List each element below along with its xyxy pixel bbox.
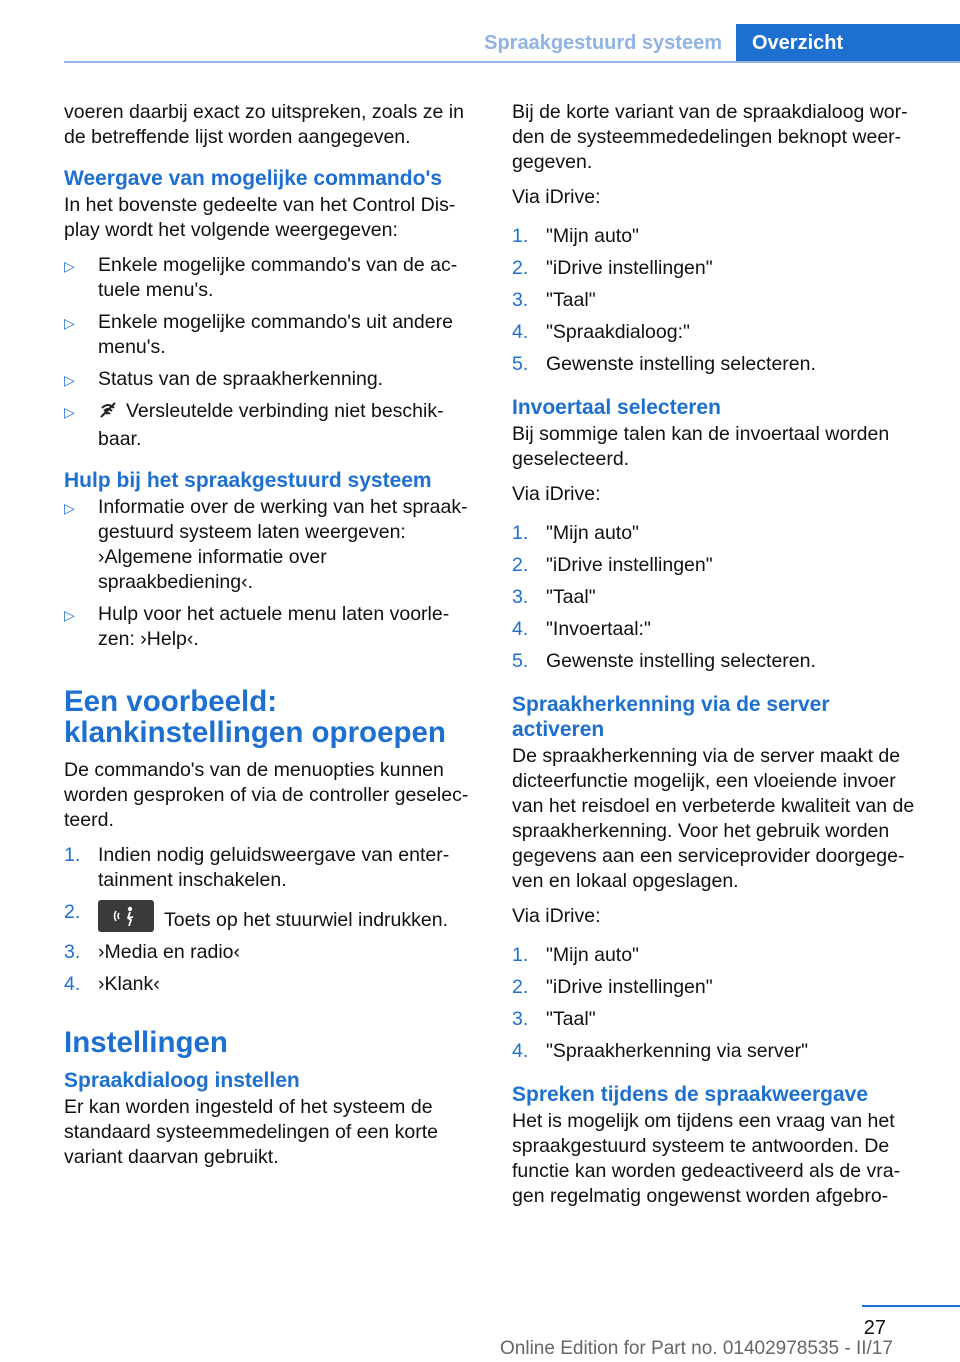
step-item: 3. ›Media en radio‹ <box>64 941 240 963</box>
step-number: 4. <box>512 1040 529 1062</box>
heading-dialog: Spraakdialoog instellen <box>64 1069 300 1092</box>
header-section-title: Spraakgestuurd systeem <box>484 32 722 54</box>
triangle-right-icon: ▷ <box>64 500 75 516</box>
triangle-right-icon: ▷ <box>64 258 75 274</box>
step-item: 5. Gewenste instelling selecteren. <box>512 650 816 672</box>
dialog-paragraph: Er kan worden ingesteld of het systeem de standaard systeemmedelingen of een korte variant daarvan gebruikt. <box>64 1096 438 1168</box>
list-item: ▷ Enkele mogelijke commando's uit andere menu's. <box>64 311 453 358</box>
step-item: 3. "Taal" <box>512 1008 596 1030</box>
server-recognition-paragraph: De spraakherkenning via de server maakt de dicteerfunctie mogelijk, een vloeiende invoer van het reisdoel en verbeterde kwaliteit van de spraakherkenning. Voor het gebruik worden gegevens aan een serviceprovider doorgegeven en lokaal opgeslagen. <box>512 745 915 892</box>
step-item: 2. "iDrive instellingen" <box>512 257 713 279</box>
step-number: 1. <box>64 844 81 866</box>
example-steps <box>64 843 474 997</box>
footer-rule <box>862 1305 960 1307</box>
step-item: 2. Toets op het stuurwiel indrukken. <box>64 901 448 931</box>
step-number: 2. <box>64 901 81 923</box>
footer-edition-note: Online Edition for Part no. 01402978535 - II/17 <box>500 1338 893 1359</box>
step-number: 4. <box>64 973 81 995</box>
step-item: 3. "Taal" <box>512 289 596 311</box>
step-number: 4. <box>512 618 529 640</box>
page-header <box>64 24 960 62</box>
server-recognition-steps <box>512 943 922 1064</box>
via-idrive-label: Via iDrive: <box>512 905 601 927</box>
header-tab: Overzicht <box>736 24 960 62</box>
step-number: 2. <box>512 257 529 279</box>
display-paragraph: In het bovenste gedeelte van het Control Display wordt het volgende weergegeven: <box>64 194 456 241</box>
short-variant-paragraph: Bij de korte variant van de spraakdialoog worden de systeemmededelingen beknopt weergegeven. <box>512 101 908 173</box>
step-item: 2. "iDrive instellingen" <box>512 976 713 998</box>
heading-help: Hulp bij het spraakgestuurd systeem <box>64 469 432 492</box>
heading-server-recognition: Spraakherkenning via de server activeren <box>512 693 830 741</box>
step-item: 4. "Spraakherkenning via server" <box>512 1040 809 1062</box>
display-list <box>64 253 474 452</box>
step-number: 1. <box>512 944 529 966</box>
input-language-steps <box>512 521 922 674</box>
header-rule <box>64 61 960 63</box>
via-idrive-label: Via iDrive: <box>512 483 601 505</box>
step-item: 4. ›Klank‹ <box>64 973 160 995</box>
step-number: 1. <box>512 522 529 544</box>
intro-paragraph: voeren daarbij exact zo uitspreken, zoals ze in de betreffende lijst worden aangegeven. <box>64 101 464 148</box>
via-idrive-label: Via iDrive: <box>512 186 601 208</box>
step-number: 4. <box>512 321 529 343</box>
list-item: ▷ Versleutelde verbinding niet beschikbaar. <box>64 400 444 450</box>
help-list <box>64 495 474 652</box>
triangle-right-icon: ▷ <box>64 372 75 388</box>
list-item: ▷ Status van de spraakherkenning. <box>64 367 474 392</box>
step-number: 2. <box>512 976 529 998</box>
triangle-right-icon: ▷ <box>64 315 75 331</box>
step-item: 4. "Spraakdialoog:" <box>512 321 690 343</box>
heading-speak-during-output: Spreken tijdens de spraakweergave <box>512 1083 869 1106</box>
heading-input-language: Invoertaal selecteren <box>512 396 721 419</box>
step-item: 1. Indien nodig geluidsweergave van entertainment inschakelen. <box>64 844 450 891</box>
step-item: 2. "iDrive instellingen" <box>512 554 713 576</box>
step-item: 1. "Mijn auto" <box>512 944 639 966</box>
step-number: 3. <box>64 941 81 963</box>
step-number: 5. <box>512 650 529 672</box>
step-item: 1. "Mijn auto" <box>512 225 639 247</box>
step-number: 1. <box>512 225 529 247</box>
triangle-right-icon: ▷ <box>64 404 75 420</box>
heading-settings: Instellingen <box>64 1026 228 1059</box>
step-item: 3. "Taal" <box>512 586 596 608</box>
list-item: ▷ Informatie over de werking van het spraakgestuurd systeem laten weergeven: ›Algemene informatie over spraakbediening‹. <box>64 496 468 593</box>
voice-command-button-icon <box>98 900 154 932</box>
left-column <box>64 100 474 1180</box>
list-item: ▷ Hulp voor het actuele menu laten voorlezen: ›Help‹. <box>64 603 450 650</box>
step-item: 1. "Mijn auto" <box>512 522 639 544</box>
dialog-steps <box>512 224 922 377</box>
list-item: ▷ Enkele mogelijke commando's van de actuele menu's. <box>64 254 458 301</box>
step-number: 3. <box>512 586 529 608</box>
page-number: 27 <box>863 1317 886 1339</box>
speak-during-output-paragraph: Het is mogelijk om tijdens een vraag van het spraakgestuurd systeem te antwoorden. De functie kan worden gedeactiveerd als de vragen regelmatig ongewenst worden afgebro- <box>512 1110 901 1207</box>
heading-example: Een voorbeeld: klankinstellingen oproepen <box>64 685 446 749</box>
step-item: 5. Gewenste instelling selecteren. <box>512 353 816 375</box>
example-paragraph: De commando's van de menuopties kunnen worden gesproken of via de controller geselecteerd. <box>64 759 469 831</box>
step-number: 3. <box>512 1008 529 1030</box>
step-item: 4. "Invoertaal:" <box>512 618 651 640</box>
input-language-paragraph: Bij sommige talen kan de invoertaal worden geselecteerd. <box>512 423 890 470</box>
triangle-right-icon: ▷ <box>64 607 75 623</box>
crossed-connection-icon <box>98 400 118 427</box>
step-number: 5. <box>512 353 529 375</box>
step-number: 3. <box>512 289 529 311</box>
step-number: 2. <box>512 554 529 576</box>
heading-display: Weergave van mogelijke commando's <box>64 167 443 190</box>
right-column <box>512 100 922 1219</box>
